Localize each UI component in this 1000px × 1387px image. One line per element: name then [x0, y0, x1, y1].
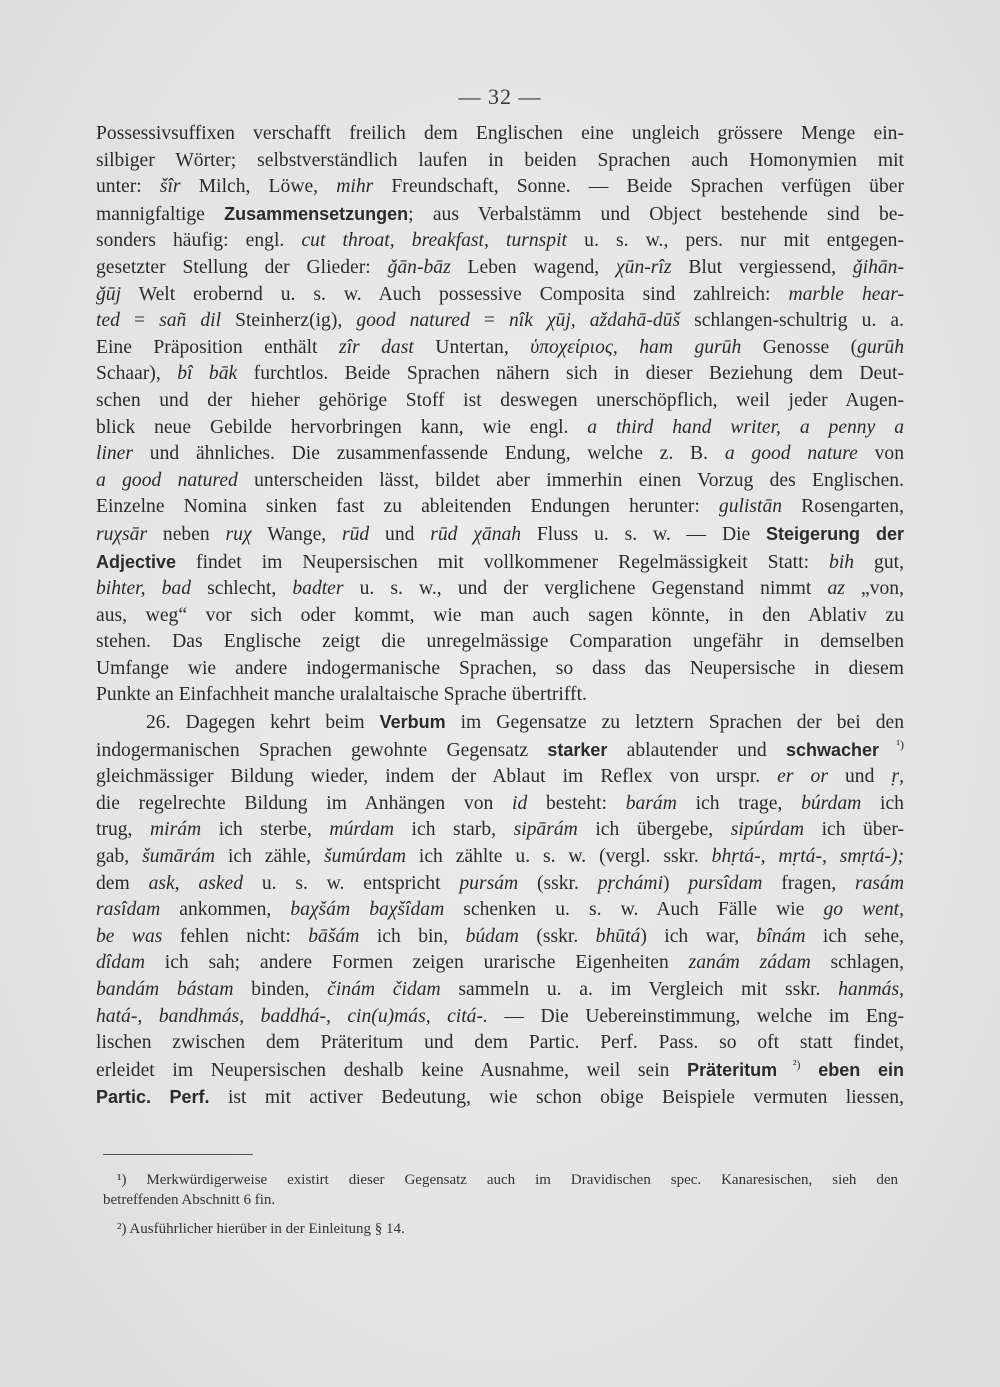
- text-segment: ¹): [879, 737, 904, 752]
- text-segment: sipārám: [513, 819, 578, 841]
- text-segment: neben: [147, 523, 226, 545]
- text-segment: eben ein: [800, 1059, 904, 1080]
- text-segment: ṛ: [891, 766, 900, 788]
- text-line: [96, 1057, 904, 1085]
- text-segment: von: [857, 443, 904, 465]
- text-segment: (sskr.: [518, 872, 598, 894]
- text-segment: u. s. w. entspricht: [243, 872, 460, 894]
- text-segment: — Die Uebereinstimmung, welche im Eng-: [487, 1005, 904, 1027]
- text-segment: rasîdam: [96, 899, 161, 921]
- text-segment: gleichmässiger Bildung wieder, indem der Ablaut im Reflex von urspr.: [96, 766, 778, 788]
- text-segment: unter:: [96, 176, 160, 198]
- text-segment: ): [663, 872, 689, 894]
- text-segment: a good nature: [724, 443, 858, 465]
- text-segment: bhūtá: [595, 925, 641, 947]
- text-segment: dem: [96, 872, 149, 894]
- text-segment: schwacher: [785, 739, 880, 760]
- footnote-line: ¹) Merkwürdigerweise existirt dieser Gegensatz auch im Dravidischen spec. Kanaresischen, sieh den: [117, 1172, 898, 1188]
- body-text: [96, 121, 904, 1112]
- text-segment: az: [827, 578, 845, 600]
- text-line: [96, 1030, 904, 1057]
- text-segment: nîk χūj, aždahā-dūš: [508, 310, 681, 332]
- text-segment: múrdam: [329, 819, 395, 841]
- text-line: [96, 897, 904, 924]
- text-line: [96, 308, 904, 335]
- text-line: [96, 1084, 904, 1112]
- footnote-line: betreffenden Abschnitt 6 fin.: [103, 1192, 276, 1208]
- text-segment: ) ich war,: [640, 925, 757, 947]
- text-line: [96, 174, 904, 201]
- text-segment: gab,: [96, 846, 143, 868]
- text-segment: silbiger Wörter; selbstverständlich laufen in beiden Sprachen auch Homonymien mit: [96, 149, 904, 171]
- text-segment: mannigfaltige: [96, 203, 225, 225]
- text-segment: búdam: [465, 925, 519, 947]
- text-segment: „von,: [844, 578, 904, 600]
- text-segment: Umfange wie andere indogermanische Sprachen, so dass das Neupersische in diesem: [96, 657, 904, 679]
- text-segment: Präteritum: [687, 1059, 778, 1080]
- text-segment: ted: [96, 310, 120, 332]
- text-segment: ich sterbe,: [201, 819, 330, 841]
- text-line: [96, 791, 904, 818]
- text-line: [96, 335, 904, 362]
- text-segment: Milch, Löwe,: [180, 176, 337, 198]
- text-segment: lischen zwischen dem Präteritum und dem Partic. Perf. Pass. so oft statt findet,: [96, 1032, 904, 1054]
- text-segment: zîr dast: [338, 336, 414, 358]
- text-segment: Verbum: [379, 712, 446, 733]
- text-line: [96, 576, 904, 603]
- text-segment: aus, weg“ vor sich oder kommt, wie man auch sagen könnte, in den Ablativ zu: [96, 604, 904, 626]
- text-segment: schen und der hieher gehörige Stoff ist deswegen unerschöpflich, weil jeder Augen-: [96, 389, 904, 411]
- text-segment: šîr: [159, 176, 181, 198]
- text-segment: unterscheiden lässt, bildet aber immerhin einen Vorzug des Englischen.: [237, 469, 904, 491]
- text-segment: hanmás,: [838, 979, 904, 1000]
- text-segment: pṛchámi: [597, 872, 664, 894]
- text-segment: bandám bástam: [96, 979, 234, 1000]
- text-line: [96, 977, 904, 1004]
- text-segment: u. s. w., pers. nur mit entgegen-: [567, 230, 904, 252]
- text-segment: schlecht,: [191, 578, 293, 600]
- text-segment: ich trage,: [676, 792, 802, 814]
- text-segment: ich zählte u. s. w. (vergl. sskr.: [405, 846, 712, 868]
- text-segment: ich starb,: [394, 819, 514, 841]
- text-line: [96, 682, 904, 709]
- text-segment: Einzelne Nomina sinken fast zu ableitenden Endungen herunter:: [96, 496, 719, 518]
- text-segment: und: [827, 766, 892, 788]
- text-line: [96, 415, 904, 442]
- text-segment: sammeln u. a. im Vergleich mit sskr.: [440, 979, 839, 1000]
- text-line: [96, 201, 904, 229]
- text-segment: bî bāk: [177, 363, 238, 385]
- text-segment: šumúrdam: [323, 846, 406, 868]
- text-line: [96, 148, 904, 175]
- text-segment: rūd χānah: [430, 523, 522, 545]
- text-line: [96, 1004, 904, 1031]
- text-segment: ǧihān-: [852, 256, 904, 278]
- text-segment: Zusammensetzungen: [224, 203, 409, 224]
- text-segment: ὑποχείριος, ham gurūh: [530, 336, 742, 358]
- text-segment: ich übergebe,: [577, 819, 731, 841]
- text-segment: starker: [547, 739, 608, 760]
- text-line: [96, 656, 904, 683]
- text-segment: liner: [96, 443, 134, 465]
- text-segment: schlagen,: [810, 952, 904, 974]
- text-segment: er or: [777, 766, 828, 788]
- text-segment: Schaar),: [96, 363, 178, 385]
- text-segment: mihr: [336, 176, 374, 198]
- text-segment: Steigerung der: [766, 523, 904, 544]
- text-segment: ich über-: [804, 819, 904, 841]
- text-segment: χūn-rîz: [616, 256, 672, 278]
- text-segment: =: [119, 310, 160, 332]
- text-segment: und ähnliches. Die zusammenfassende Endung, welche z. B.: [133, 443, 725, 465]
- text-segment: binden,: [233, 979, 328, 1000]
- text-segment: die regelrechte Bildung im Anhängen von: [96, 792, 513, 814]
- text-segment: Welt erobernd u. s. w. Auch possessive Composita sind zahlreich:: [121, 283, 789, 305]
- text-segment: mirám: [150, 819, 202, 841]
- text-segment: Freundschaft, Sonne. — Beide Sprachen verfügen über: [373, 176, 904, 198]
- text-segment: und: [369, 523, 431, 545]
- text-segment: Genosse (: [741, 336, 858, 358]
- text-segment: a third hand writer, a penny a: [587, 416, 904, 438]
- text-segment: ist mit activer Bedeutung, wie schon obige Beispiele vermuten liessen,: [209, 1087, 904, 1109]
- text-segment: Eine Präposition enthält: [96, 336, 339, 358]
- text-line: [96, 441, 904, 468]
- text-segment: im Gegensatze zu letztern Sprachen der bei den: [445, 712, 904, 734]
- text-segment: Blut vergiessend,: [671, 256, 853, 278]
- text-segment: sañ dil: [159, 310, 222, 332]
- text-segment: Punkte an Einfachheit manche uralaltaische Sprache übertrifft.: [96, 684, 587, 706]
- text-segment: ǧūj: [96, 283, 122, 305]
- text-segment: búrdam: [801, 792, 862, 814]
- text-segment: ich bin,: [359, 925, 466, 947]
- text-line: [96, 764, 904, 791]
- text-segment: bihter, bad: [96, 578, 192, 600]
- text-segment: Steinherz(ig),: [221, 310, 357, 332]
- text-segment: ich sehe,: [805, 925, 904, 947]
- text-line: [96, 709, 904, 737]
- text-segment: stehen. Das Englische zeigt die unregelmässige Comparation ungefähr in demselben: [96, 631, 904, 653]
- text-line: [96, 121, 904, 148]
- text-segment: gut,: [854, 551, 904, 573]
- text-line: [96, 494, 904, 521]
- text-segment: 26. Dagegen kehrt beim: [146, 712, 380, 734]
- text-line: [96, 629, 904, 656]
- text-segment: blick neue Gebilde hervorbringen kann, wie engl.: [96, 416, 588, 438]
- text-segment: fehlen nicht:: [162, 925, 309, 947]
- text-segment: zanám zádam: [688, 952, 811, 974]
- text-line: [96, 521, 904, 549]
- text-segment: Rosengarten,: [782, 496, 904, 518]
- text-segment: pursîdam: [688, 872, 763, 894]
- text-line: [96, 255, 904, 282]
- text-segment: Partic. Perf.: [96, 1087, 210, 1108]
- text-segment: ankommen,: [160, 899, 291, 921]
- text-segment: schlangen-schultrig u. a.: [680, 310, 904, 332]
- text-line: [96, 950, 904, 977]
- text-segment: u. s. w., und der verglichene Gegenstand nimmt: [343, 578, 828, 600]
- text-segment: ²): [777, 1057, 801, 1072]
- text-segment: cut throat, breakfast, turnspit: [301, 230, 567, 252]
- text-segment: barám: [625, 792, 677, 814]
- text-segment: gesetzter Stellung der Glieder:: [96, 256, 388, 278]
- text-segment: marble hear-: [788, 283, 904, 305]
- text-segment: ich: [861, 792, 904, 814]
- text-segment: rasám: [854, 872, 904, 894]
- text-segment: ; aus Verbalstämm und Object bestehende sind be-: [408, 203, 904, 225]
- text-line: [96, 603, 904, 630]
- text-line: [96, 871, 904, 898]
- text-segment: ich sah; andere Formen zeigen urarische Eigenheiten: [144, 952, 689, 974]
- text-segment: findet im Neupersischen mit vollkommener Regelmässigkeit Statt:: [176, 551, 830, 573]
- text-line: [96, 549, 904, 577]
- text-segment: ablautender und: [607, 739, 786, 761]
- text-segment: go went,: [823, 899, 904, 921]
- text-segment: be was: [96, 925, 163, 947]
- text-segment: hatá-, bandhmás, baddhá-, cin(u)más, citá-.: [96, 1005, 488, 1027]
- text-line: [96, 817, 904, 844]
- text-segment: schenken u. s. w. Auch Fälle wie: [444, 899, 824, 921]
- text-segment: bāšám: [308, 925, 360, 947]
- text-segment: dîdam: [96, 952, 145, 974]
- text-segment: fragen,: [762, 872, 855, 894]
- text-segment: id: [512, 792, 528, 814]
- text-segment: ǧān-bāz: [387, 256, 451, 278]
- text-segment: Possessivsuffixen verschafft freilich dem Englischen eine ungleich grössere Menge ein-: [96, 123, 904, 144]
- text-segment: bhṛtá-, mṛtá-, smṛtá-);: [711, 846, 904, 868]
- page-number: — 32 —: [458, 84, 542, 109]
- text-line: [96, 737, 904, 765]
- footnote-line: ²) Ausführlicher hierüber in der Einleitung § 14.: [117, 1221, 405, 1237]
- text-segment: a good natured: [96, 469, 238, 491]
- text-line: [96, 228, 904, 255]
- text-segment: gurūh: [857, 336, 904, 358]
- text-segment: bînám: [756, 925, 806, 947]
- text-segment: (sskr.: [518, 925, 596, 947]
- text-segment: Fluss u. s. w. — Die: [521, 523, 767, 545]
- text-segment: gulistān: [718, 496, 783, 518]
- footnotes: [103, 1170, 898, 1239]
- text-segment: badter: [292, 578, 344, 600]
- text-segment: sonders häufig: engl.: [96, 230, 302, 252]
- text-segment: ruχsār: [96, 523, 148, 545]
- text-segment: Wange,: [251, 523, 342, 545]
- text-segment: erleidet im Neupersischen deshalb keine Ausnahme, weil sein: [96, 1059, 688, 1081]
- text-segment: baχšám baχšîdam: [290, 899, 445, 921]
- text-segment: rūd: [342, 523, 370, 545]
- text-segment: bih: [829, 551, 855, 573]
- text-segment: =: [469, 310, 509, 332]
- text-line: [96, 361, 904, 388]
- text-segment: furchtlos. Beide Sprachen nähern sich in dieser Beziehung dem Deut-: [237, 363, 904, 385]
- text-line: [96, 924, 904, 951]
- text-line: [96, 468, 904, 495]
- text-segment: ruχ: [225, 523, 252, 545]
- text-line: [96, 388, 904, 415]
- text-segment: good natured: [356, 310, 470, 332]
- text-segment: Adjective: [96, 551, 177, 572]
- text-segment: trug,: [96, 819, 150, 841]
- text-segment: činám čidam: [327, 979, 441, 1000]
- text-line: [96, 282, 904, 309]
- text-segment: šumārám: [142, 846, 216, 868]
- text-segment: ich zähle,: [215, 846, 324, 868]
- text-line: [96, 844, 904, 871]
- text-segment: indogermanischen Sprachen gewohnte Gegensatz: [96, 739, 548, 761]
- text-segment: Untertan,: [413, 336, 531, 358]
- text-segment: sipúrdam: [730, 819, 805, 841]
- text-segment: ask, asked: [148, 872, 244, 894]
- footnote-rule: [103, 1154, 253, 1155]
- text-segment: pursám: [459, 872, 519, 894]
- text-segment: ,: [899, 766, 904, 788]
- text-segment: besteht:: [527, 792, 626, 814]
- text-segment: Leben wagend,: [450, 256, 617, 278]
